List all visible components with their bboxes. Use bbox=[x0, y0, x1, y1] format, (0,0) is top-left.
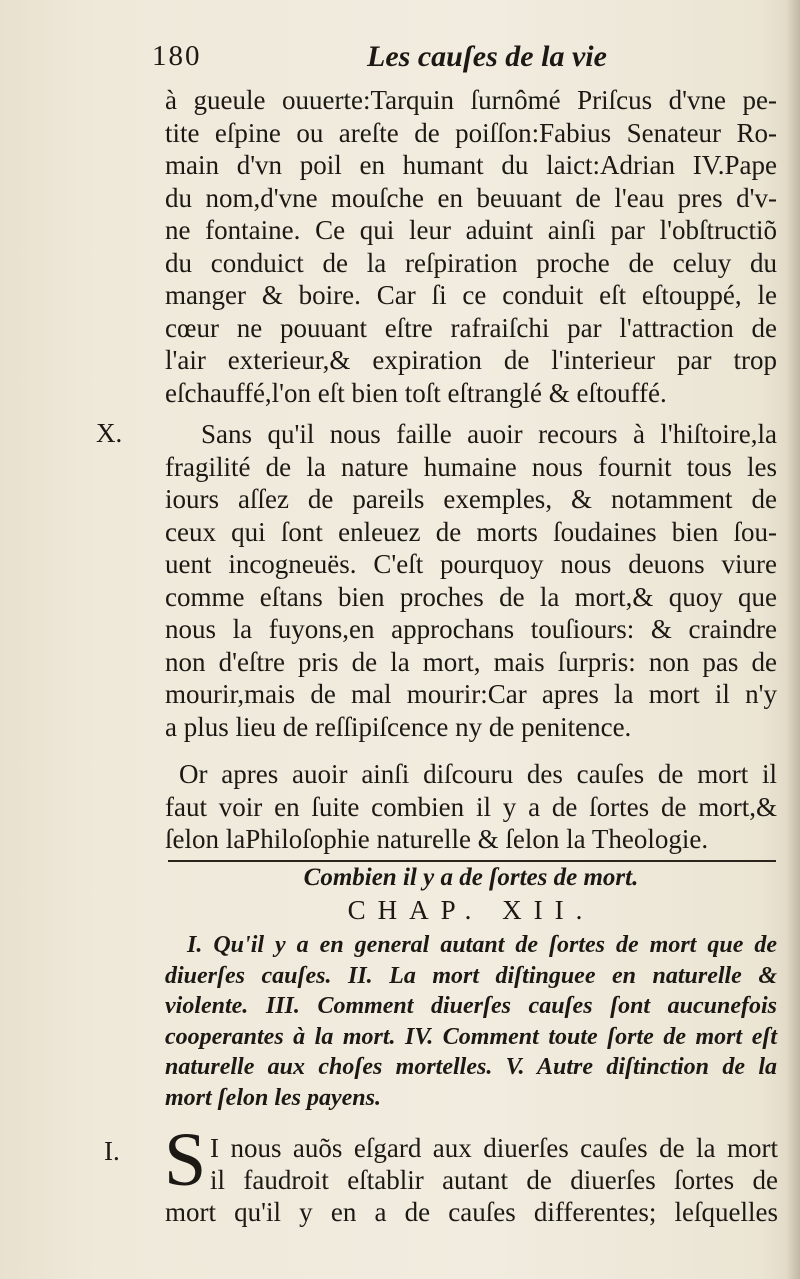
paragraph-2 bbox=[165, 418, 777, 743]
text-line: ceux qui ſont enleuez de morts ſoudaines bien ſou- bbox=[165, 516, 777, 547]
text-line: cœur ne pouuant eſtre rafraiſchi par l'attraction de bbox=[165, 312, 777, 343]
text-line: ſelon laPhiloſophie naturelle & ſelon la Theologie. bbox=[165, 824, 709, 854]
text-line: mourir,mais de mal mourir:Car apres la mort il n'y bbox=[165, 679, 777, 709]
text-line: l'air exterieur,& expiration de l'interieur par trop bbox=[165, 345, 777, 375]
text-line: mort qu'il y en a de cauſes differentes; leſquelles bbox=[165, 1197, 778, 1227]
text-line: non d'eſtre pris de la mort, mais ſurpris: non pas de bbox=[165, 646, 777, 677]
text-line: à gueule ouuerte:Tarquin ſurnômé Priſcus d'vne pe- bbox=[165, 85, 777, 115]
running-title: Les cauſes de la vie bbox=[367, 40, 607, 73]
summary-line: diuerſes cauſes. II. La mort diſtinguee en naturelle & bbox=[165, 962, 777, 989]
paragraph-1 bbox=[165, 84, 777, 409]
text-line: iours aſſez de pareils exemples, & notamment de bbox=[165, 484, 777, 514]
text-line: du conduict de la reſpiration proche de celuy du bbox=[165, 247, 777, 278]
text-line: du nom,d'vne mouſche en beuuant de l'eau pres d'v- bbox=[165, 182, 777, 213]
text-line: manger & boire. Car ſi ce conduit eſt eſtouppé, le bbox=[165, 280, 777, 310]
text-line: main d'vn poil en humant du laict:Adrian IV.Pape bbox=[165, 150, 777, 180]
summary-line: naturelle aux choſes mortelles. V. Autre diſtinction de la bbox=[165, 1054, 777, 1080]
page-number: 180 bbox=[152, 40, 202, 72]
chapter-title: Combien il y a de ſortes de mort. bbox=[303, 864, 639, 891]
text-line: fragilité de la nature humaine nous fournit tous les bbox=[165, 451, 777, 482]
text-line: a plus lieu de reſſipiſcence ny de penitence. bbox=[165, 711, 632, 742]
text-line: comme eſtans bien proches de la mort,& quoy que bbox=[165, 581, 777, 612]
summary-line: violente. III. Comment diuerſes cauſes ſont aucunefois bbox=[165, 993, 777, 1019]
chapter-summary bbox=[165, 930, 777, 1113]
text-line: il faudroit eſtablir autant de diuerſes ſortes de bbox=[210, 1165, 778, 1195]
summary-line: cooperantes à la mort. IV. Comment toute ſorte de mort eſt bbox=[165, 1023, 777, 1050]
paragraph-4 bbox=[165, 1132, 778, 1228]
text-line: eſchauffé,l'on eſt bien toſt eſtranglé & eſtouffé. bbox=[165, 377, 667, 408]
section-rule bbox=[168, 860, 776, 862]
summary-line: mort ſelon les payens. bbox=[165, 1084, 381, 1111]
text-line: Sans qu'il nous faille auoir recours à l'hiſtoire,la bbox=[201, 419, 777, 449]
text-line: faut voir en ſuite combien il y a de ſortes de mort,& bbox=[165, 791, 777, 822]
drop-cap: S bbox=[164, 1118, 207, 1202]
margin-note-i: I. bbox=[104, 1136, 120, 1166]
summary-line: I. Qu'il y a en general autant de ſortes de mort que de bbox=[187, 932, 777, 958]
text-line: Or apres auoir ainſi diſcouru des cauſes de mort il bbox=[179, 759, 777, 789]
text-line: I nous auõs eſgard aux diuerſes cauſes de la mort bbox=[210, 1133, 778, 1163]
margin-note-x: X. bbox=[96, 418, 123, 448]
paragraph-3 bbox=[165, 758, 777, 856]
page-edge-shadow bbox=[786, 0, 800, 1279]
chapter-number: CHAP. XII. bbox=[347, 895, 595, 925]
text-line: uent incogneuës. C'eſt pourquoy nous deuons viure bbox=[165, 549, 777, 579]
running-header bbox=[152, 40, 752, 84]
text-line: tite eſpine ou areſte de poiſſon:Fabius Senateur Ro- bbox=[165, 117, 777, 148]
text-line: nous la fuyons,en approchans touſiours: & craindre bbox=[165, 614, 777, 644]
text-line: ne fontaine. Ce qui leur aduint ainſi par l'obſtructiõ bbox=[165, 215, 777, 245]
